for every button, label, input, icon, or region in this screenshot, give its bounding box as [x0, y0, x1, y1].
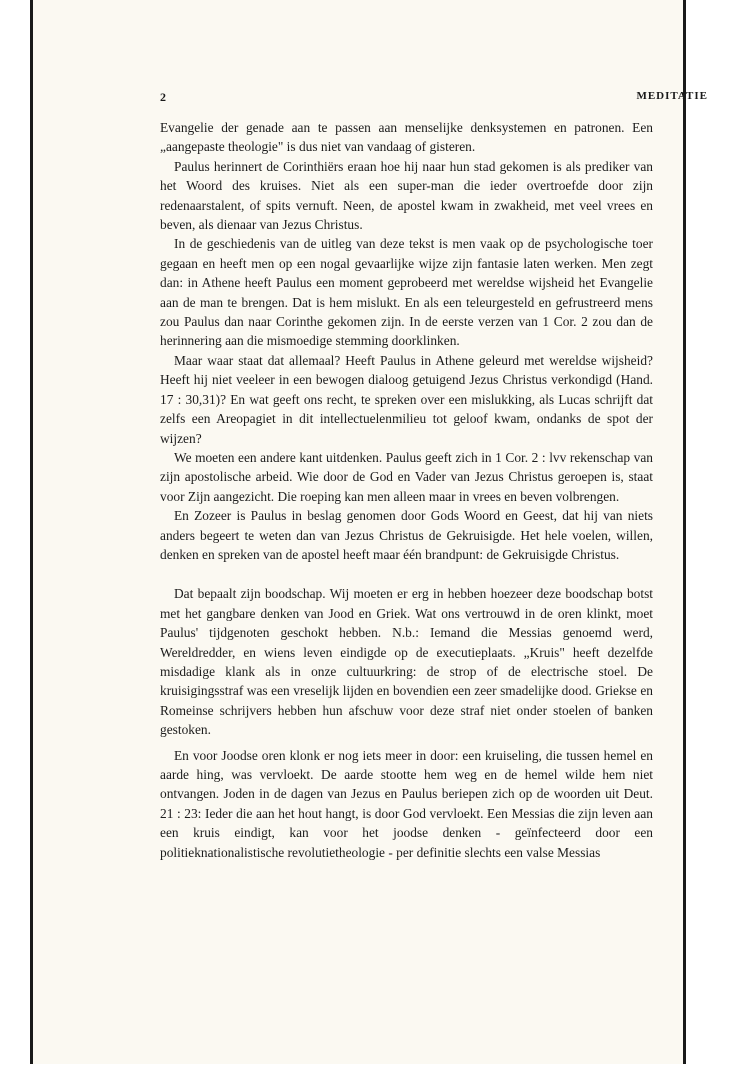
- page-number: 2: [160, 90, 166, 104]
- running-title: MEDITATIE: [636, 90, 708, 102]
- paragraph: En voor Joodse oren klonk er nog iets meer in door: een kruiseling, die tussen hemel en aarde hing, was vervloekt. De aarde stootte hem weg en de hemel wilde hem niet ontvangen. Joden in de dagen van Jezus en Paulus beriepen zich op de woorden uit Deut. 21 : 23: Ieder die aan het hout hangt, is door God vervloekt. Een Messias die zijn leven aan een kruis eindigt, kan voor het joodse denken - geïnfecteerd door een politieknationalistische revolutietheologie - per definitie slechts een valse Messias: [160, 747, 653, 860]
- paragraph: In de geschiedenis van de uitleg van deze tekst is men vaak op de psychologische toer gegaan en heeft men op een nogal gevaarlijke wijze zijn fantasie laten werken. Men zegt dan: in Athene heeft Paulus een moment geprobeerd met wereldse wijsheid het Evangelie aan de man te brengen. Dat is hem mislukt. En als een teleurgesteld en gefrustreerd mens zou Paulus dan naar Corinthe gekomen zijn. In de eerste verzen van 1 Cor. 2 zou dan de herinnering aan die mismoedige stemming doorklinken.: [160, 236, 653, 349]
- paragraph: Evangelie der genade aan te passen aan menselijke denksystemen en patronen. Een „aangepaste theologie" is dus niet van vandaag of gisteren.: [160, 120, 653, 155]
- paragraph: Maar waar staat dat allemaal? Heeft Paulus in Athene geleurd met wereldse wijsheid? Heeft hij niet veeleer in een bewogen dialoog getuigend Jezus Christus verkondigd (Hand. 17 : 30,31)? En wat geeft ons recht, te spreken over een mislukking, als Lucas schrijft dat zelfs een Areopagiet in dit intellectuelenmilieu tot geloof kwam, ondanks de spot der wijzen?: [160, 352, 653, 446]
- paragraph: We moeten een andere kant uitdenken. Paulus geeft zich in 1 Cor. 2 : lvv rekenschap van zijn apostolische arbeid. Wie door de God en Vader van Jezus Christus geroepen is, staat voor Zijn aangezicht. Die roeping kan men alleen maar in vrees en beven volbrengen.: [160, 449, 653, 504]
- paragraph: En Zozeer is Paulus in beslag genomen door Gods Woord en Geest, dat hij van niets anders begeert te weten dan van Jezus Christus de Gekruisigde. Het hele voelen, willen, denken en spreken van de apostel heeft maar één brandpunt: de Gekruisigde Christus.: [160, 508, 653, 562]
- paragraph: Dat bepaalt zijn boodschap. Wij moeten er erg in hebben hoezeer deze boodschap botst met het gangbare denken van Jood en Griek. Wat ons vertrouwd in de oren klinkt, moet Paulus' tijdgenoten geschokt hebben. N.b.: Iemand die Messias genoemd werd, Wereldredder, en wiens leven eindigde op de executieplaats. „Kruis" heeft dezelfde misdadige klank als in onze cultuurkring: de strop of de electrische stoel. De kruisigingsstraf was een vreselijk lijden en bovendien een zeer smadelijke dood. Griekse en Romeinse schrijvers hebben hun afschuw voor deze straf niet onder stoelen of banken gestoken.: [160, 586, 653, 738]
- body-text: [160, 118, 653, 862]
- paragraph: Paulus herinnert de Corinthiërs eraan hoe hij naar hun stad gekomen is als prediker van het Woord des kruises. Niet als een super-man die ieder overtroefde door zijn redenaarstalent, of spits vernuft. Neen, de apostel kwam in zwakheid, met veel vrees en beven, als dienaar van Jezus Christus.: [160, 158, 653, 233]
